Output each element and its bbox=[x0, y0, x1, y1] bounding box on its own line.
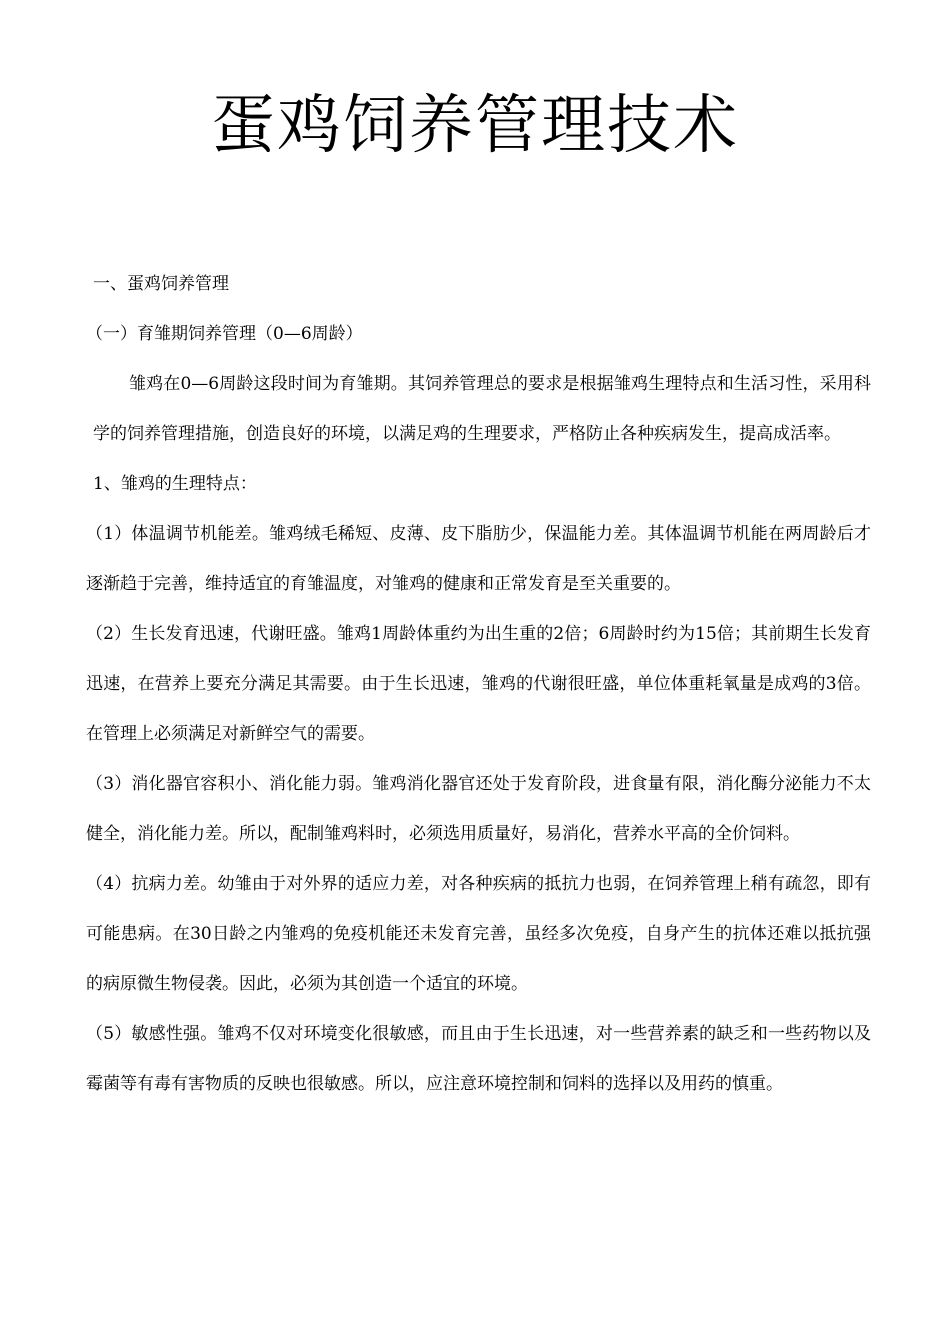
section-heading: 一、蛋鸡饲养管理 bbox=[93, 274, 229, 294]
list-item-5: （5）敏感性强。雏鸡不仅对环境变化很敏感，而且由于生长迅速，对一些营养素的缺乏和一些药物以及霉菌等有毒有害物质的反映也很敏感。所以，应注意环境控制和饲料的选择以及用药的慎重。 bbox=[86, 1024, 871, 1094]
list-item-2: （2）生长发育迅速，代谢旺盛。雏鸡1周龄体重约为出生重的2倍；6周龄时约为15倍；其前期生长发育迅速，在营养上要充分满足其需要。由于生长迅速，雏鸡的代谢很旺盛，单位体重耗氧量是成鸡的3倍。在管理上必须满足对新鲜空气的需要。 bbox=[86, 624, 871, 744]
document-body bbox=[86, 259, 871, 1109]
document-title: 蛋鸡饲养管理技术 bbox=[211, 89, 739, 163]
subsection-heading: （一）育雏期饲养管理（0—6周龄） bbox=[86, 324, 363, 344]
list-item-3: （3）消化器官容积小、消化能力弱。雏鸡消化器官还处于发育阶段，进食量有限，消化酶分泌能力不太健全，消化能力差。所以，配制雏鸡料时，必须选用质量好，易消化，营养水平高的全价饲料。 bbox=[86, 774, 871, 844]
list-item-4: （4）抗病力差。幼雏由于对外界的适应力差，对各种疾病的抵抗力也弱，在饲养管理上稍有疏忽，即有可能患病。在30日龄之内雏鸡的免疫机能还未发育完善，虽经多次免疫，自身产生的抗体还难以抵抗强的病原微生物侵袭。因此，必须为其创造一个适宜的环境。 bbox=[86, 874, 871, 994]
list-item-1: （1）体温调节机能差。雏鸡绒毛稀短、皮薄、皮下脂肪少，保温能力差。其体温调节机能在两周龄后才逐渐趋于完善，维持适宜的育雏温度，对雏鸡的健康和正常发育是至关重要的。 bbox=[86, 524, 871, 594]
list-heading: 1、雏鸡的生理特点： bbox=[93, 474, 257, 494]
intro-paragraph: 雏鸡在0—6周龄这段时间为育雏期。其饲养管理总的要求是根据雏鸡生理特点和生活习性，采用科学的饲养管理措施，创造良好的环境，以满足鸡的生理要求，严格防止各种疾病发生，提高成活率。 bbox=[93, 374, 871, 444]
